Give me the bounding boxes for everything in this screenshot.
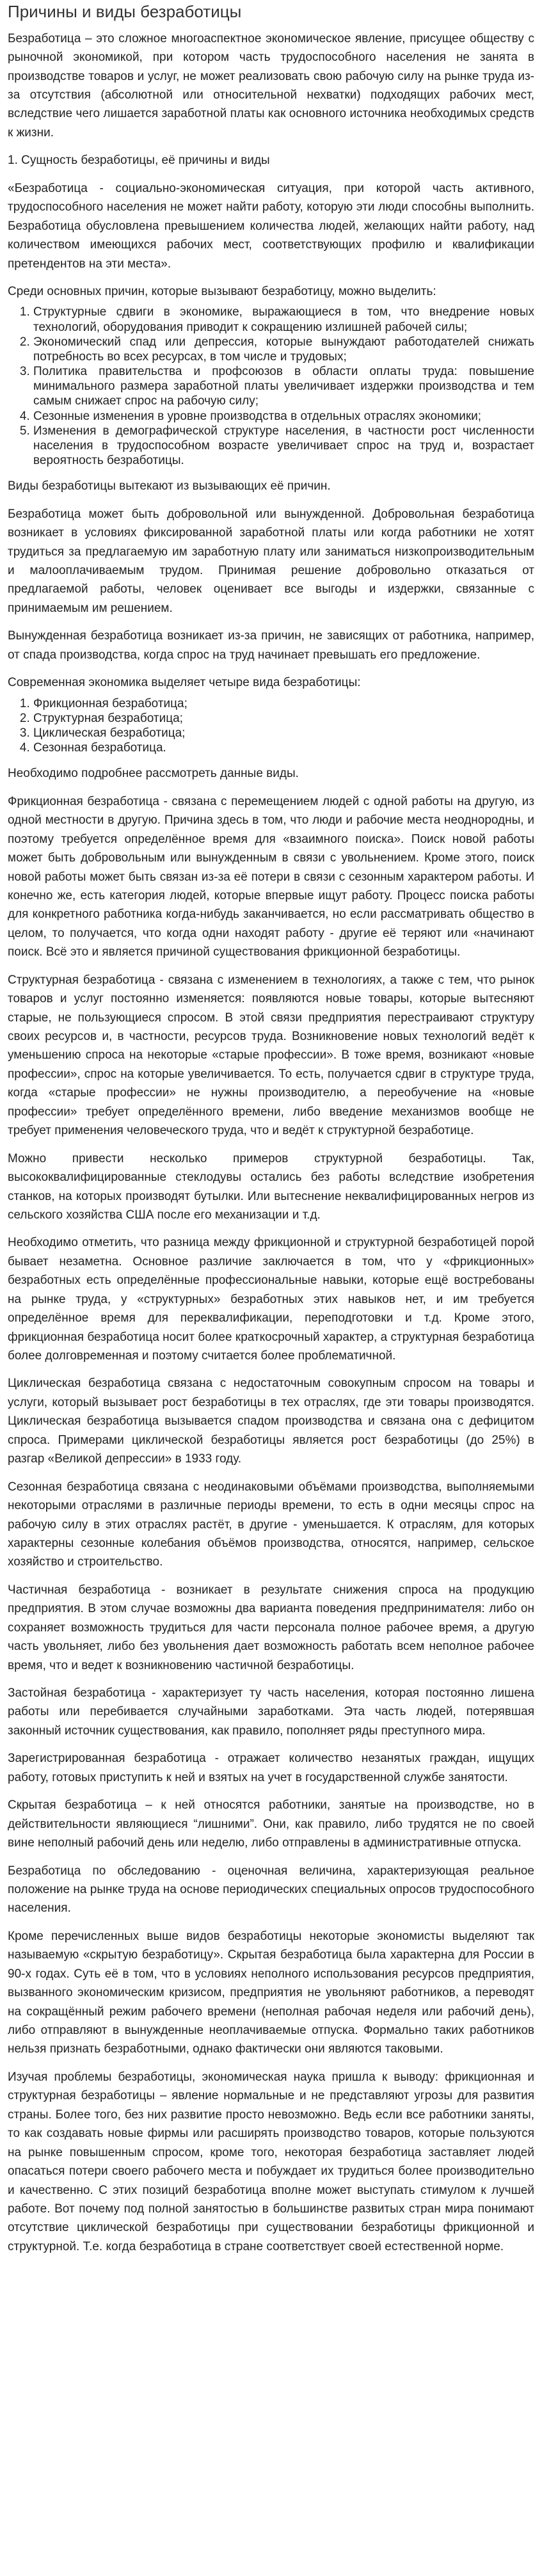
paragraph: Необходимо подробнее рассмотреть данные виды. [8, 767, 299, 781]
paragraph: Безработица может быть добровольной или вынужденной. Добровольная безработица возникает в условиях фиксированной заработной платы или когда работники не хотят трудиться за предлагаемую им заработную плату или заниматься низкопроизводительным и малооплачиваемым трудом. Принимая решение добровольно отказаться от предлагаемой работы, человек оценивает все выгоды и издержки, связанные с принимаемым им решением. [8, 507, 534, 615]
list-item: 3. Циклическая безработица; [33, 726, 534, 740]
numbered-list [8, 696, 534, 756]
article-body [8, 29, 534, 2257]
list-item: 1. Структурные сдвиги в экономике, выражающиеся в том, что внедрение новых технологий, оборудования приводит к сокращению излишней рабочей силы; [33, 305, 534, 334]
paragraph: Кроме перечисленных выше видов безработицы некоторые экономисты выделяют так называемую «скрытую безработицу». Скрытая безработица была характерна для России в 90-х годах. Суть её в том, что в условиях неполного использования ресурсов предприятия, вызванного экономическим кризисом, предприятия не увольняют работников, а переводят на сокращённый режим рабочего времени (неполная рабочая неделя или рабочий день), либо отправляют в вынужденные неоплачиваемые отпуска. Формально таких работников нельзя признать безработными, однако фактически они являются таковыми. [8, 1929, 534, 2056]
list-item: 2. Экономический спад или депрессия, которые вынуждают работодателей снижать потребность во всех ресурсах, в том числе и трудовых; [33, 335, 534, 364]
paragraph: Необходимо отметить, что разница между фрикционной и структурной безработицей порой бывает незаметна. Основное различие заключается в том, что у «фрикционных» безработных есть определённые профессиональные навыки, которые ещё востребованы на рынке труда, у «структурных» безработных этих навыков нет, и им требуется определённое время для переквалификации, переподготовки и т.д. Кроме этого, фрикционная безработица носит более краткосрочный характер, а структурная безработица более долговременная и поэтому считается более проблематичной. [8, 1236, 534, 1363]
paragraph: Фрикционная безработица - связана с перемещением людей с одной работы на другую, из одной местности в другую. Причина здесь в том, что люди и рабочие места неоднородны, и поэтому требуется определённое время для «взаимного поиска». Поиск новой работы может быть добровольным или вынужденным в связи с увольнением. Кроме этого, поиск новой работы может быть связан из-за её потери в связи с сезонным характером работы. И конечно же, есть категория людей, которые впервые ищут работу. Процесс поиска работы для конкретного работника когда-нибудь заканчивается, но если рассматривать общество в целом, то получается, что когда одни находят работу - другие её теряют или «начинают поиск. Всё это и является причиной существования фрикционной безработицы. [8, 794, 534, 959]
paragraph: Современная экономика выделяет четыре вида безработицы: [8, 676, 361, 690]
paragraph: Вынужденная безработица возникает из-за причин, не зависящих от работника, например, от спада производства, когда спрос на труд начинает превышать его предложение. [8, 629, 534, 662]
paragraph: Виды безработицы вытекают из вызывающих её причин. [8, 479, 331, 493]
list-item: 1. Фрикционная безработица; [33, 696, 534, 711]
numbered-list [8, 305, 534, 468]
paragraph: «Безработица - социально-экономическая ситуация, при которой часть активного, трудоспособного населения не может найти работу, которую эти люди способны выполнить. Безработица обусловлена превышением количества людей, желающих найти работу, над количеством имеющихся рабочих мест, соответствующих профилю и квалификации претендентов на эти места». [8, 181, 534, 271]
paragraph: Зарегистрированная безработица - отражает количество незанятых граждан, ищущих работу, готовых приступить к ней и взятых на учет в государственной службе занятости. [8, 1752, 534, 1784]
paragraph: Можно привести несколько примеров структурной безработицы. Так, высококвалифицированные стеклодувы остались без работы вследствие изобретения станков, на которых производят бутылки. Или вытеснение неквалифицированных негров из сельского хозяйства США после его механизации и т.д. [8, 1151, 534, 1222]
paragraph: Сезонная безработица связана с неодинаковыми объёмами производства, выполняемыми некоторыми отраслями в различные периоды времени, то есть в одни месяцы спрос на рабочую силу в этих отраслях растёт, в другие - уменьшается. К отраслям, для которых характерны сезонные колебания объёмов производства, относятся, например, сельское хозяйство и строительство. [8, 1480, 534, 1569]
paragraph: Частичная безработица - возникает в результате снижения спроса на продукцию предприятия. В этом случае возможны два варианта поведения предпринимателя: либо он сохраняет возможность трудиться для части персонала полное рабочее время, а другую часть увольняет, либо без увольнения дает возможность работать всем неполное рабочее время, что и ведет к возникновению частичной безработицы. [8, 1583, 534, 1672]
paragraph: Застойная безработица - характеризует ту часть населения, которая постоянно лишена работы или перебивается случайными заработками. Эта часть людей, потерявшая законный источник существования, как правило, пополняет ряды преступного мира. [8, 1686, 534, 1738]
list-item: 5. Изменения в демографической структуре населения, в частности рост численности населения в трудоспособном возрасте увеличивает спрос на труд и, возрастает вероятность безработицы. [33, 424, 534, 468]
list-item: 4. Сезонная безработица. [33, 740, 534, 755]
paragraph: Безработица по обследованию - оценочная величина, характеризующая реальное положение на рынке труда на основе периодических специальных опросов трудоспособного населения. [8, 1864, 534, 1916]
paragraph: Структурная безработица - связана с изменением в технологиях, а также с тем, что рынок товаров и услуг постоянно изменяется: появляются новые товары, которые вытесняют старые, не пользующиеся спросом. В этой связи предприятия перестраивают структуру своих ресурсов и, в частности, ресурсов труда. Возникновение новых технологий ведёт к уменьшению спроса на некоторые «старые профессии». В тоже время, возникают «новые профессии», спрос на которые увеличивается. То есть, получается сдвиг в структуре труда, когда «старые профессии» не нужны производителю, а переобучение на «новые профессии» требует определённого времени, либо введение механизмов вообще не требует применения человеческого труда, что и ведёт к структурной безработице. [8, 973, 534, 1138]
list-item: 2. Структурная безработица; [33, 711, 534, 726]
list-item: 3. Политика правительства и профсоюзов в области оплаты труда: повышение минимального размера заработной платы увеличивает издержки производства и тем самым снижает спрос на рабочую силу; [33, 364, 534, 409]
list-item: 4. Сезонные изменения в уровне производства в отдельных отраслях экономики; [33, 409, 534, 424]
paragraph: 1. Сущность безработицы, её причины и виды [8, 154, 270, 168]
paragraph: Безработица – это сложное многоаспектное экономическое явление, присущее обществу с рыночной экономикой, при котором часть трудоспособного населения не занята в производстве товаров и услуг, не может реализовать свою рабочую силу на рынке труда из-за отсутствия (абсолютной или относительной нехватки) подходящих рабочих мест, вследствие чего лишается заработной платы как основного источника необходимых средств к жизни. [8, 31, 534, 140]
paragraph: Изучая проблемы безработицы, экономическая наука пришла к выводу: фрикционная и структурная безработицы – явление нормальные и не представляют угрозы для развития страны. Более того, без них развитие просто невозможно. Ведь если все работники заняты, то как создавать новые фирмы или расширять производство товаров, которые пользуются на рынке повышенным спросом, кроме того, некоторая безработица заставляет людей опасаться потери своего рабочего места и побуждает их трудиться более производительно и качественно. С этих позиций безработица вполне может выступать стимулом к лучшей работе. Вот почему под полной занятостью в большинстве развитых стран мира понимают отсутствие циклической безработицы при существовании безработицы фрикционной и структурной. Т.е. когда безработица в стране соответствует своей естественной норме. [8, 2070, 534, 2253]
page-title: Причины и виды безработицы [8, 2, 242, 21]
paragraph: Циклическая безработица связана с недостаточным совокупным спросом на товары и услуги, который вызывает рост безработицы в тех отраслях, где эти товары производятся. Циклическая безработица вызывается спадом производства и связана она с дефицитом спроса. Примерами циклической безработицы является рост безработицы (до 25%) в разгар «Великой депрессии» в 1933 году. [8, 1377, 534, 1466]
paragraph: Скрытая безработица – к ней относятся работники, занятые на производстве, но в действительности являющиеся “лишними”. Они, как правило, либо трудятся не по своей вине неполный рабочий день или неделю, либо отправлены в административные отпуска. [8, 1798, 534, 1850]
paragraph: Среди основных причин, которые вызывают безработицу, можно выделить: [8, 284, 436, 298]
